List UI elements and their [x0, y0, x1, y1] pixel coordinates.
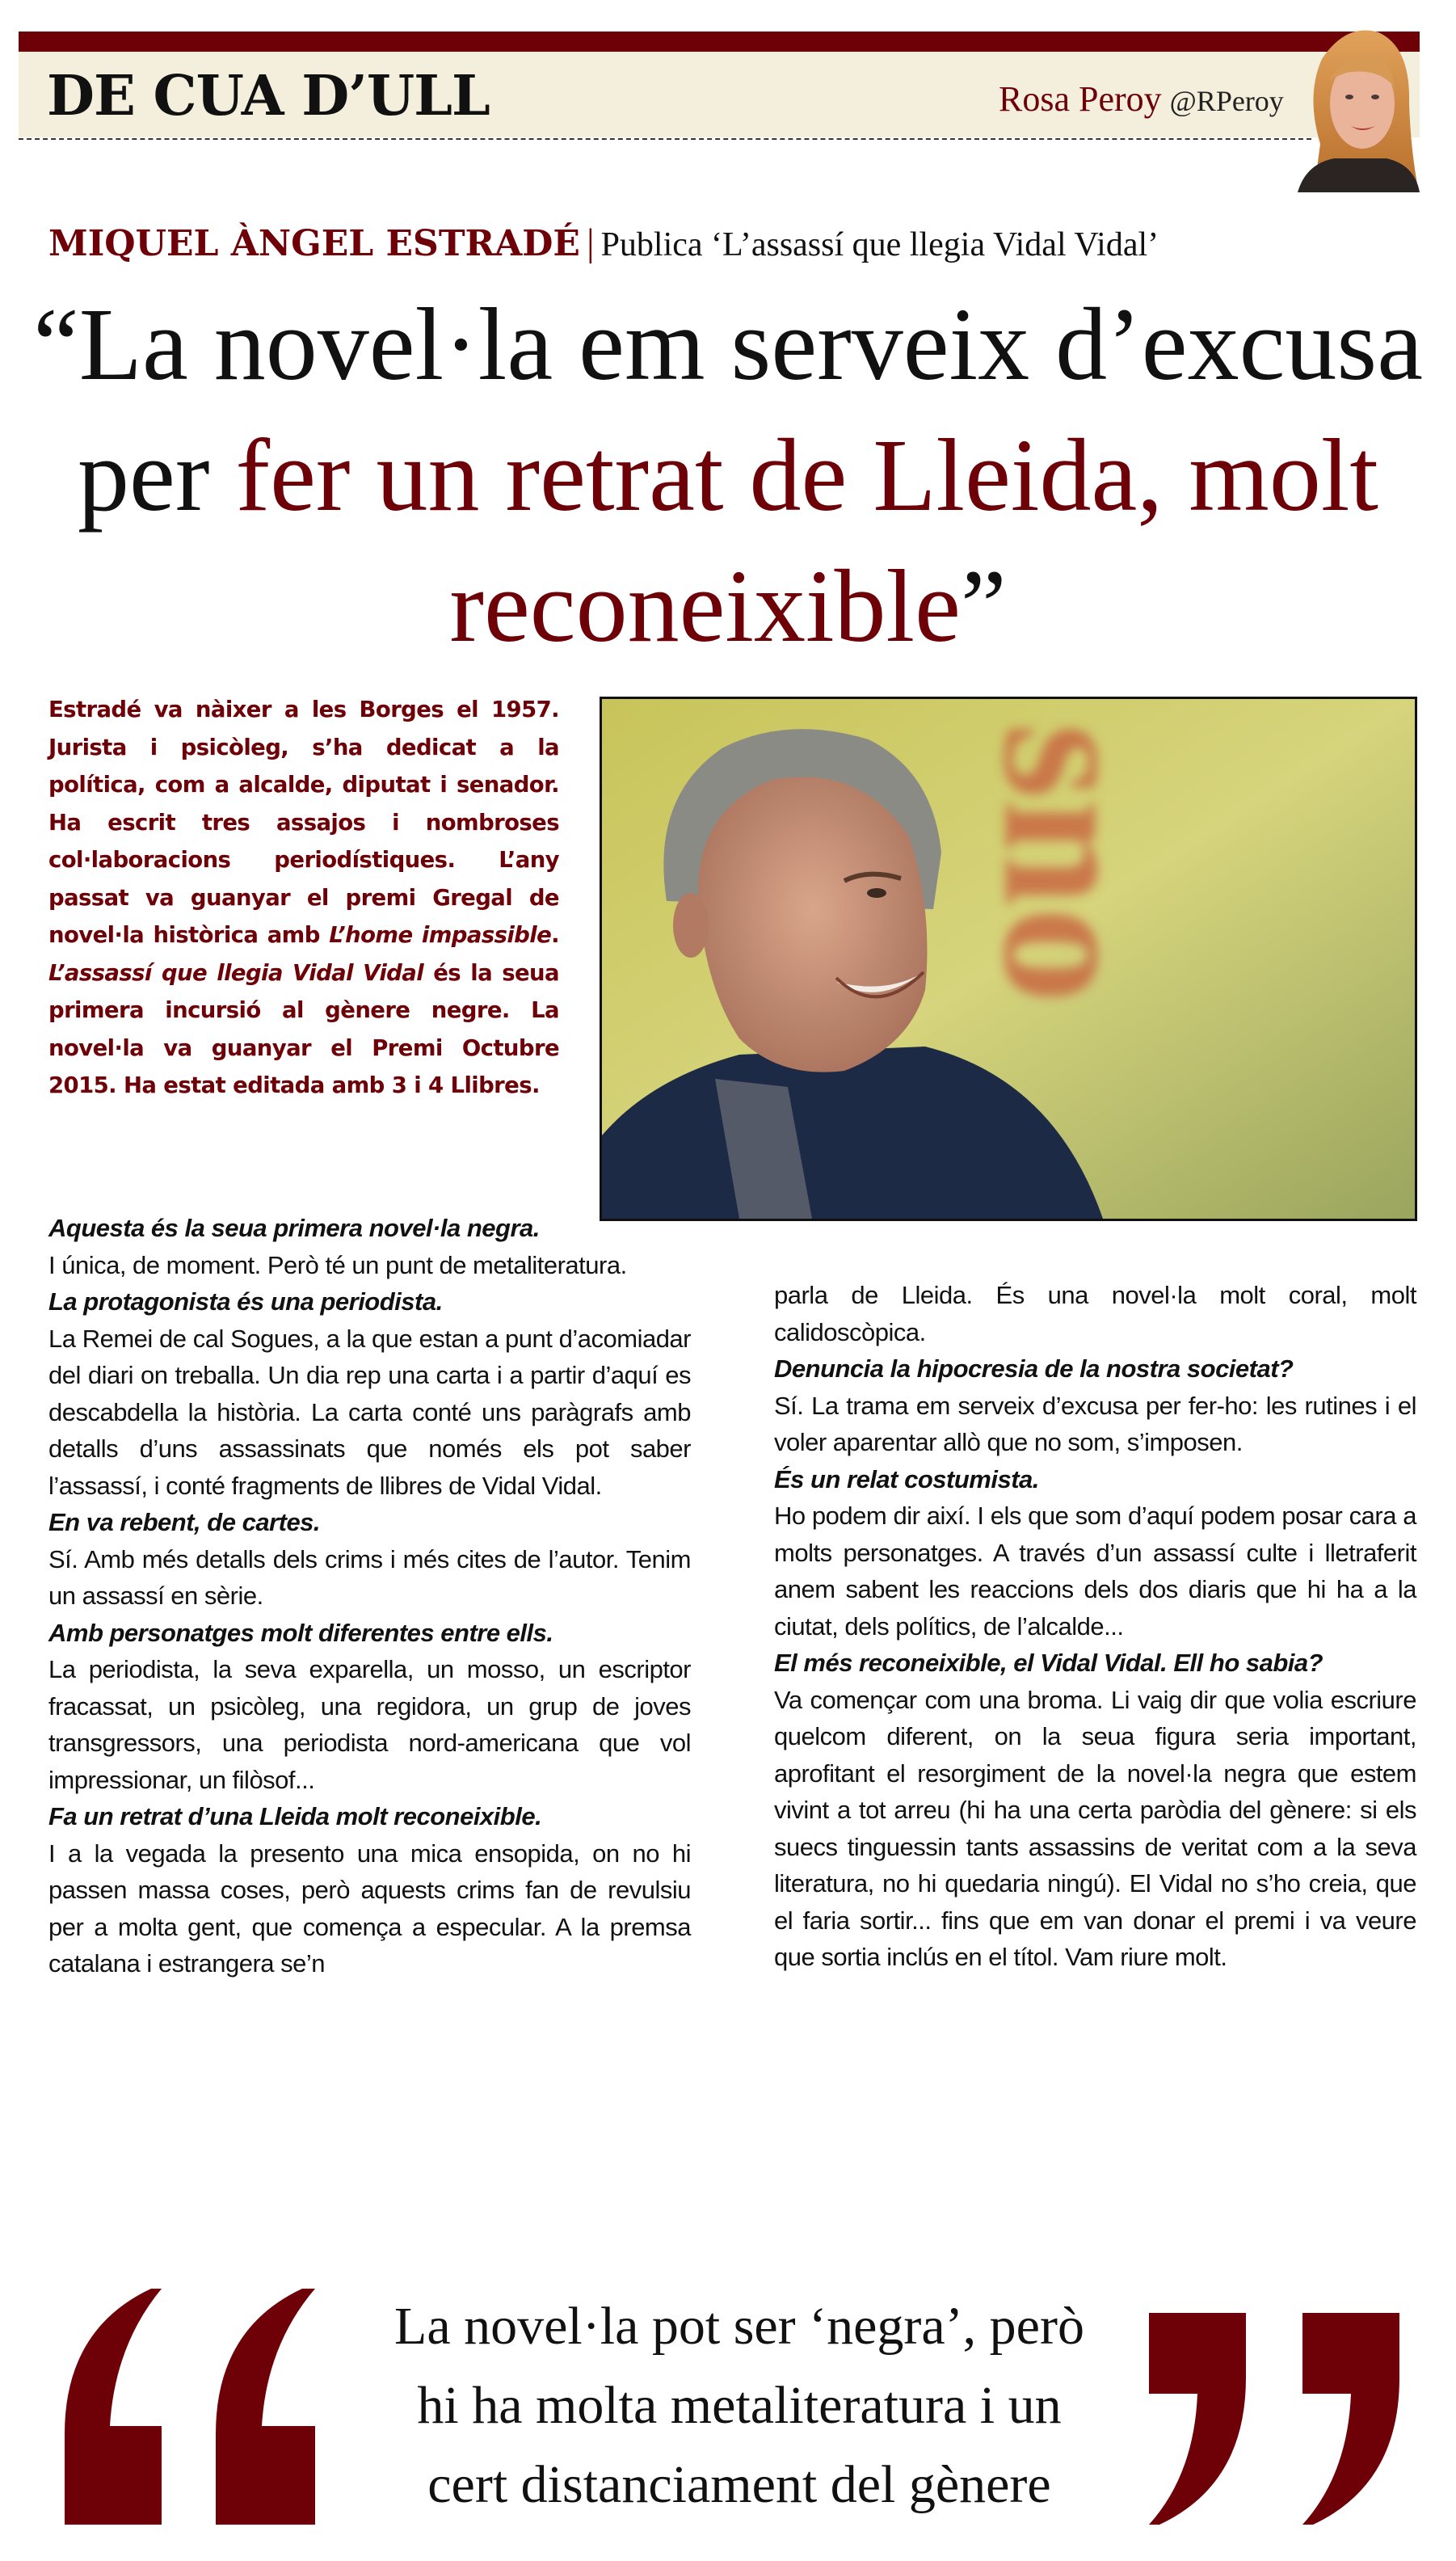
author-name: Rosa Peroy	[999, 79, 1162, 119]
author-photo	[1298, 23, 1420, 192]
interview-answer: Sí. La trama em serveix d’excusa per fer-ho: les rutines i el voler aparentar allò que no som, s’imposen.	[774, 1391, 1416, 1456]
pull-quote	[339, 2287, 1139, 2525]
interviewee-name: MIQUEL ÀNGEL ESTRADÉ	[48, 223, 580, 264]
kicker	[48, 215, 1159, 280]
interview-answer: La periodista, la seva exparella, un mosso, un escriptor fracassat, un psicòleg, una regidora, un grup de joves transgressors, una periodista nord-americana que vol impressionar, un filòsof...	[48, 1655, 691, 1794]
interview-question: Amb personatges molt diferentes entre ells.	[48, 1618, 553, 1647]
interview-question: Denuncia la hipocresia de la nostra societat?	[774, 1354, 1294, 1383]
intro-text: Estradé va nàixer a les Borges el 1957. Jurista i psicòleg, s’ha dedicat a la política, com a alcalde, diputat i senador. Ha escrit tres assajos i nombroses col·laboracions periodístiques. L’any passat va guanyar el premi Gregal de novel·la històrica amb	[48, 697, 559, 948]
interview-question: El més reconeixible, el Vidal Vidal. Ell ho sabia?	[774, 1649, 1323, 1677]
author-portrait-icon	[1298, 23, 1420, 192]
interview-question: És un relat costumista.	[774, 1464, 1039, 1493]
interview-question: En va rebent, de cartes.	[48, 1508, 321, 1536]
interview-answer: Sí. Amb més detalls dels crims i més cites de l’autor. Tenim un assassí en sèrie.	[48, 1544, 691, 1610]
intro-text: és la seua primera incursió al gènere negre. La novel·la va guanyar el Premi Octubre 2015. Ha estat editada amb 3 i 4 Llibres.	[48, 959, 559, 1098]
interview-answer: La Remei de cal Sogues, a la que estan a punt d’acomiadar del diari on treballa. Un dia rep una carta i a partir d’aquí es descabdella la història. La carta conté uns paràgrafs amb detalls d’uns assassinats que només els pot saber l’assassí, i conté fragments de llibres de Vidal Vidal.	[48, 1324, 691, 1500]
headline-part-black: “La novel·la em serveix d’excusa per	[32, 287, 1424, 533]
pull-quote-line: cert distanciament del gènere	[427, 2455, 1051, 2514]
interview-answer: parla de Lleida. És una novel·la molt coral, molt calidoscòpica.	[774, 1281, 1416, 1346]
interviewee-portrait-icon	[602, 699, 1415, 1219]
interview-answer: Va començar com una broma. Li vaig dir que volia escriure quelcom diferent, on la seua figura seria important, aprofitant el resorgiment de la novel·la negra que estem vivint a tot arreu (hi ha una certa paròdia del gènere: si els suecs tinguessin tants assassins de veritat com a la seva literatura, no hi quedaria ningú). El Vidal no s’ho creia, que el faria sortir... fins que em van donar el premi i va veure que sortia inclús en el títol. Vam riure molt.	[774, 1685, 1416, 1971]
headline-closing-quote: ”	[960, 549, 1007, 663]
headline-part-red: fer un retrat de Lleida, molt reconeixible	[235, 418, 1378, 663]
author-handle[interactable]: @RPeroy	[1169, 85, 1284, 117]
headline	[32, 279, 1424, 672]
section-title: DE CUA D’ULL	[47, 64, 490, 128]
interview-column-left	[48, 1210, 691, 1982]
svg-text:sno: sno	[964, 723, 1179, 1004]
main-photo	[600, 697, 1417, 1221]
interview-question: Aquesta és la seua primera novel·la negra.	[48, 1214, 540, 1242]
interview-answer: I única, de moment. Però té un punt de metaliteratura.	[48, 1250, 627, 1279]
interview-answer: Ho podem dir així. I els que som d’aquí podem posar cara a molts personatges. A través d’un assassí culte i lletraferit anem sabent les reaccions dels dos diaris que hi ha a la ciutat, dels polítics, de l’alcalde...	[774, 1502, 1416, 1641]
kicker-separator: |	[586, 221, 595, 264]
pull-quote-line: hi ha molta metaliteratura i un	[417, 2376, 1062, 2435]
interview-question: La protagonista és una periodista.	[48, 1287, 443, 1316]
intro-book-title: L’home impassible	[329, 922, 552, 948]
intro-text: .	[551, 922, 559, 948]
kicker-subtitle: Publica ‘L’assassí que llegia Vidal Vidal’	[600, 226, 1159, 263]
interview-question: Fa un retrat d’una Lleida molt reconeixible.	[48, 1802, 542, 1830]
interview-answer: I a la vegada la presento una mica ensopida, on no hi passen massa coses, però aquests crims fan de revulsiu per a molta gent, que comença a especular. A la premsa catalana i estrangera se’n	[48, 1839, 691, 1978]
header-accent-bar	[19, 32, 1420, 52]
pull-quote-line: La novel·la pot ser ‘negra’, però	[394, 2297, 1084, 2356]
header-dashed-divider	[19, 138, 1311, 140]
close-quote-icon	[1147, 2272, 1438, 2531]
author-byline	[999, 79, 1284, 128]
intro-book-title: L’assassí que llegia Vidal Vidal	[48, 959, 424, 986]
open-quote-icon	[58, 2272, 349, 2531]
interview-column-right	[774, 1277, 1416, 1976]
intro-blurb	[48, 691, 559, 1105]
